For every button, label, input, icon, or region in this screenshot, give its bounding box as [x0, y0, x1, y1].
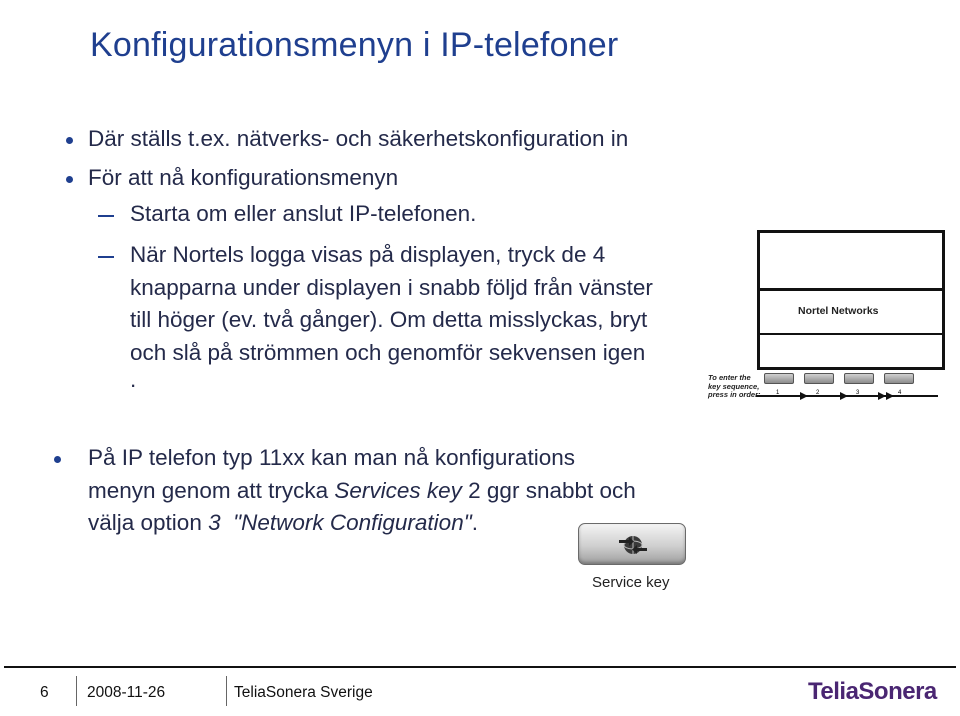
subbullet-2-line-4: och slå på strömmen och genomför sekvensen igen	[130, 340, 646, 365]
key-number-2: 2	[816, 390, 820, 396]
bullet-3-line-3	[88, 510, 478, 536]
footer-divider	[226, 676, 227, 706]
display-divider	[760, 333, 942, 335]
footer-divider	[76, 676, 77, 706]
key-number-4: 4	[898, 390, 902, 396]
softkey-2	[804, 373, 834, 384]
subbullet-dash	[98, 215, 114, 217]
phone-display-diagram	[708, 228, 950, 406]
service-key-caption: Service key	[592, 574, 670, 591]
bullet-3-line-1: På IP telefon typ 11xx kan man nå konfigurations	[88, 445, 575, 470]
page-number: 6	[40, 684, 49, 701]
bullet-3-text: .	[471, 510, 478, 535]
bullet-marker	[54, 456, 61, 463]
bullet-3-text: menyn genom att trycka	[88, 478, 335, 503]
bullet-3-line-2	[88, 478, 636, 504]
bullet-3-text: välja option	[88, 510, 209, 535]
bullet-marker	[66, 176, 73, 183]
key-number-3: 3	[856, 390, 860, 396]
softkey-1	[764, 373, 794, 384]
subbullet-2-line-3: till höger (ev. två gånger). Om detta misslyckas, bryt	[130, 307, 648, 332]
bullet-marker	[66, 137, 73, 144]
footer-rule	[4, 666, 956, 668]
teliasonera-logo: TeliaSonera	[808, 678, 937, 705]
footer-company: TeliaSonera Sverige	[234, 684, 373, 701]
display-frame	[757, 230, 945, 370]
slide-title: Konfigurationsmenyn i IP-telefoner	[90, 26, 619, 64]
subbullet-2-line-2: knapparna under displayen i snabb följd från vänster	[130, 275, 653, 300]
bullet-1: Där ställs t.ex. nätverks- och säkerhetskonfiguration in	[88, 126, 629, 151]
bullet-2: För att nå konfigurationsmenyn	[88, 165, 399, 190]
footer-date: 2008-11-26	[87, 684, 166, 701]
network-configuration-term: 3 "Network Configuration"	[208, 510, 472, 535]
service-key-button[interactable]	[578, 523, 686, 565]
subbullet-2-line-5: .	[130, 367, 137, 392]
sequence-instruction: To enter the key sequence, press in order:	[708, 373, 761, 399]
bullet-3-text: 2 ggr snabbt och	[461, 478, 636, 503]
globe-arrows-icon	[617, 531, 649, 559]
services-key-term: Services key	[334, 478, 462, 503]
softkey-4	[884, 373, 914, 384]
subbullet-2-line-1: När Nortels logga visas på displayen, tryck de 4	[130, 242, 606, 267]
softkey-3	[844, 373, 874, 384]
subbullet-1: Starta om eller anslut IP-telefonen.	[130, 201, 477, 226]
display-top-area	[760, 233, 942, 291]
subbullet-dash	[98, 256, 114, 258]
key-number-1: 1	[776, 390, 780, 396]
sequence-arrow	[754, 388, 950, 404]
nortel-logo-text: Nortel Networks	[798, 305, 879, 317]
